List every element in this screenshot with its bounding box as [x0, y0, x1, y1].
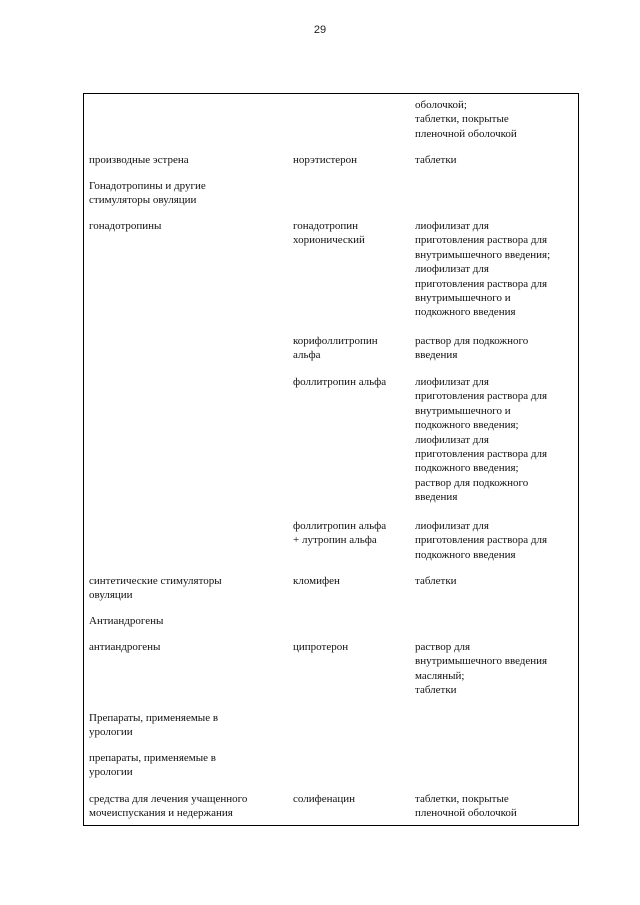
table-cell-group: Антиандрогены: [89, 615, 164, 627]
table-cell-form: оболочкой; таблетки, покрытые пленочной оболочкой: [415, 99, 517, 140]
table-cell-drug: ципротерон: [293, 641, 349, 653]
table-cell-form: раствор для внутримышечного введения масляный; таблетки: [415, 641, 548, 697]
table-cell-group: Гонадотропины и другие стимуляторы овуляции: [89, 180, 206, 207]
table-cell-group: Препараты, применяемые в урологии: [89, 712, 219, 739]
drug-table: [83, 93, 579, 826]
table-cell-form: раствор для подкожного введения: [415, 335, 529, 362]
table-cell-drug: корифоллитропин альфа: [293, 335, 378, 362]
table-cell-group: синтетические стимуляторы овуляции: [89, 575, 222, 602]
table-cell-form: таблетки: [415, 154, 457, 166]
table-cell-form: таблетки: [415, 575, 457, 587]
table-cell-group: средства для лечения учащенного мочеиспускания и недержания: [89, 793, 248, 820]
table-cell-group: производные эстрена: [89, 154, 189, 166]
table-cell-form: лиофилизат для приготовления раствора для внутримышечного и подкожного введения; лиофилизат для приготовления раствора для подкожного введения; раствор для подкожного введения: [415, 376, 547, 504]
table-cell-drug: кломифен: [293, 575, 340, 587]
table-cell-drug: солифенацин: [293, 793, 356, 805]
table-cell-form: лиофилизат для приготовления раствора для внутримышечного введения; лиофилизат для приготовления раствора для внутримышечного и подкожного введения: [415, 220, 551, 319]
page-number: 29: [313, 24, 327, 36]
table-cell-drug: норэтистерон: [293, 154, 358, 166]
table-cell-drug: фоллитропин альфа: [293, 376, 387, 388]
table-cell-group: антиандрогены: [89, 641, 161, 653]
table-cell-group: гонадотропины: [89, 220, 162, 232]
table-cell-drug: гонадотропин хорионический: [293, 220, 365, 247]
table-cell-form: таблетки, покрытые пленочной оболочкой: [415, 793, 517, 820]
table-cell-drug: фоллитропин альфа + лутропин альфа: [293, 520, 387, 547]
table-cell-group: препараты, применяемые в урологии: [89, 752, 216, 779]
table-cell-form: лиофилизат для приготовления раствора для подкожного введения: [415, 520, 547, 561]
